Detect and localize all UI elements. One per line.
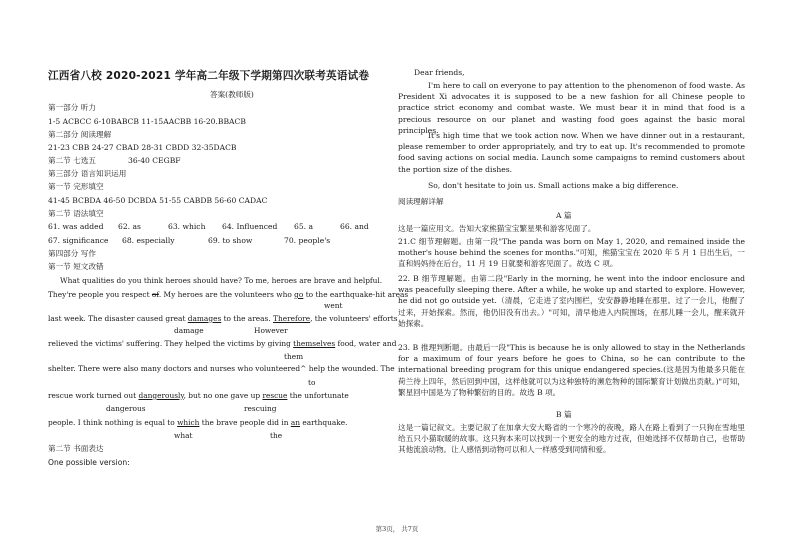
letter-paragraph: So, don't hesitate to join us. Small actions make a big difference. [428,181,679,190]
grammar-answer: 66. and [340,222,369,231]
possible-version-label: One possible version: [48,458,130,467]
section-heading: 第三部分 语言知识运用 [48,169,127,178]
essay-line: last week. The disaster caused great damages to the areas. Therefore, the volunteers' efforts [48,314,398,323]
section-heading: 阅读理解详解 [398,197,444,206]
answer-line: 1-5 ACBCC 6-10BABCB 11-15AACBB 16-20.BBACB [48,117,246,126]
correction-word: rescuing [244,404,277,413]
answer-line: 21-23 CBB 24-27 CBAD 28-31 CBDD 32-35DACB [48,143,237,152]
section-heading: 第二节 七选五 [48,156,96,165]
essay-line: What qualities do you think heroes should have? To me, heroes are brave and helpful. [60,276,383,285]
correction-word: them [284,352,304,361]
grammar-answer: 65. a [294,222,314,231]
correction-word: what [174,431,193,440]
passage-intro: 这是一篇记叙文。主要记叙了在加拿大安大略省的一个寒冷的夜晚，路人在路上看到了一只狗在雪地里给五只小猫取暖的故事。这只狗本来可以找到一个更安全的地方过夜，但她选择不仅帮助自己，也帮助其他流浪动物。让人感悟到动物可以和人一样感受到同情和爱。 [398,423,745,455]
deleted-word: of [151,290,159,299]
grammar-answer: 67. significance [48,236,109,245]
error-word: which [177,418,200,427]
essay-line: people. I think nothing is equal to which the brave people did in an earthquake. [48,418,348,427]
grammar-answer: 69. to show [208,236,253,245]
error-word: dangerously [138,391,184,400]
correction-word: the [270,431,283,440]
grammar-answer: 64. Influenced [222,222,278,231]
error-word: damages [187,314,222,323]
answer-line: 41-45 BCBDA 46-50 DCBDA 51-55 CABDB 56-60 CADAC [48,196,268,205]
answer-explanation: 22. B 细节理解题。由第二段"Early in the morning, he went into the indoor enclosure and was peacefully sleeping there. After a while, he woke up and started to explore. However, he did not go outside yet.（清晨，它走进了室内围栏，安安静静地睡在那里。过了一会儿，他醒了过来，开始探索。然而，他仍旧没有出去。）"可知，清早他进入内院围场，在那儿睡一会儿，醒来就开始探索。 [398,274,745,328]
page-subtitle: 答案(教师版) [210,90,254,99]
correction-word: However [254,326,288,335]
section-heading: 第二部分 阅读理解 [48,130,112,139]
letter-paragraph: I'm here to call on everyone to pay attention to the phenomenon of food waste. As President Xi advocates it is supposed to be a new fashion for all Chinese people to practice strict economy and combat waste. We must bear it in mind that food is a precious resource on our planet and wasting food goes against the basic moral principles. [398,81,745,135]
section-heading: 第二节 语法填空 [48,209,104,218]
grammar-answer: 62. as [118,222,141,231]
passage-label: A 篇 [556,211,572,220]
essay-line: shelter. There were also many doctors and nurses who volunteered^ help the wounded. The [48,364,395,373]
essay-line: They're people you respect of. My heroes are the volunteers who go to the earthquake-hit areas [48,290,409,299]
error-word: rescue [262,391,288,400]
section-heading: 第一节 短文改错 [48,262,104,271]
error-word: an [290,418,300,427]
correction-word: to [308,378,316,387]
essay-line: rescue work turned out dangerously, but no one gave up rescue the unfortunate [48,391,349,400]
correction-word: damage [174,326,204,335]
answer-explanation: 23. B 推理判断题。由最后一段"This is because he is only allowed to stay in the Netherlands for a maximum of four years before he goes to China, so he can contribute to the international breeding program for this unique endangered species.(这是因为他最多只能在荷兰待上四年，然后回到中国，这样他就可以为这种独特的濒危物种的国际繁育计划做出贡献。)"可知，繁星回中国是为了物种繁衍的目的。故选 B 项。 [398,343,745,397]
error-word: themselves [293,339,336,348]
grammar-answer: 61. was added [48,222,104,231]
error-word: Therefore [273,314,311,323]
grammar-answer: 63. which [168,222,206,231]
section-heading: 第一节 完形填空 [48,182,104,191]
grammar-answer: 70. people's [284,236,331,245]
letter-greeting: Dear friends, [414,68,465,77]
section-heading: 第二节 书面表达 [48,444,104,453]
page-title: 江西省八校 2020-2021 学年高二年级下学期第四次联考英语试卷 [48,70,370,82]
letter-paragraph: It's high time that we took action now. When we have dinner out in a restaurant, please remember to order appropriately, and try to eat up. It's recommended to promote food saving actions on social media. Launch some campaigns to remind customers about the portion size of the dishes. [398,131,745,174]
passage-intro: 这是一篇应用文。告知大家熊猫宝宝繁星果和游客见面了。 [398,224,596,233]
answer-line: 36-40 CEGBF [128,156,181,165]
essay-line: relieved the victims' suffering. They helped the victims by giving themselves food, water and [48,339,397,348]
error-word: go [294,290,304,299]
correction-word: went [324,301,343,310]
grammar-answer: 68. especially [122,236,175,245]
section-heading: 第一部分 听力 [48,103,96,112]
answer-explanation: 21.C 细节理解题。由第一段"The panda was born on May 1, 2020, and remained inside the mother's house behind the scenes for months."可知，熊猫宝宝在 2020 年 5 月 1 日出生后，一直和妈妈待在后台，11 月 19 日就要和游客见面了。故选 C 项。 [398,237,745,269]
section-heading: 第四部分 写作 [48,249,96,258]
passage-label: B 篇 [556,410,572,419]
correction-word: dangerous [106,404,146,413]
page-footer: 第3页， 共7页 [375,525,419,533]
